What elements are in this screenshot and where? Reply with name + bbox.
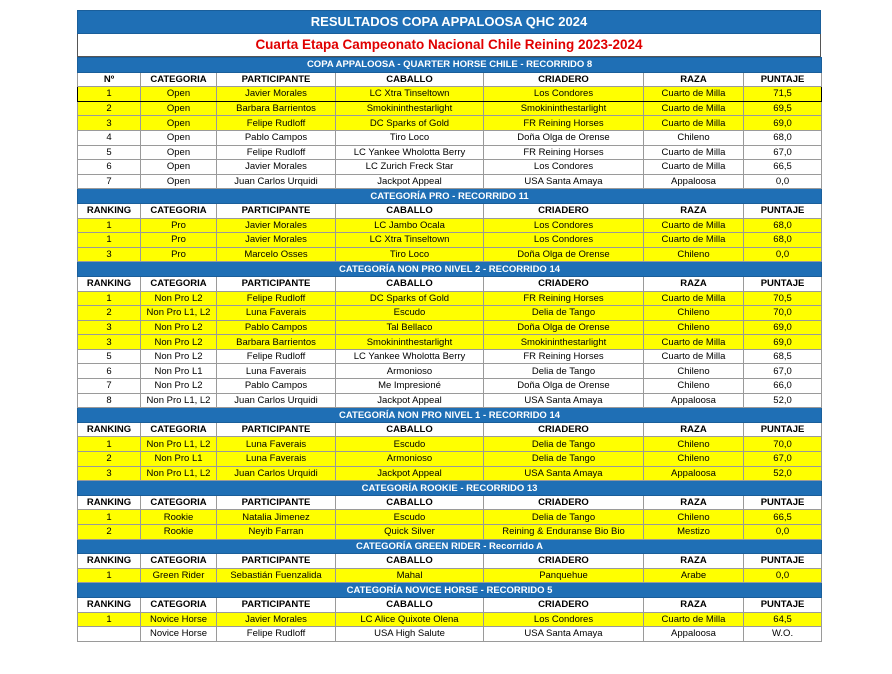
cell-caballo: Escudo — [336, 306, 484, 321]
table-row — [78, 145, 822, 160]
cell-puntaje: 67,0 — [744, 452, 822, 467]
cell-puntaje: 67,0 — [744, 364, 822, 379]
cell-puntaje: 0,0 — [744, 247, 822, 262]
column-header-participante: PARTICIPANTE — [217, 554, 336, 569]
cell-criadero: Delia de Tango — [484, 437, 644, 452]
cell-ranking: 3 — [78, 320, 141, 335]
column-header-puntaje: PUNTAJE — [744, 276, 822, 291]
cell-puntaje: 66,5 — [744, 510, 822, 525]
cell-raza: Chileno — [644, 306, 744, 321]
cell-raza: Cuarto de Milla — [644, 101, 744, 116]
column-header-raza: RAZA — [644, 72, 744, 87]
cell-participante: Felipe Rudloff — [217, 145, 336, 160]
section-title: CATEGORÍA PRO - RECORRIDO 11 — [78, 189, 822, 204]
cell-ranking: 6 — [78, 364, 141, 379]
table-row — [78, 116, 822, 131]
cell-puntaje: 70,0 — [744, 306, 822, 321]
cell-ranking: 1 — [78, 437, 141, 452]
cell-categoria: Open — [141, 145, 217, 160]
cell-raza: Chileno — [644, 437, 744, 452]
column-header-ranking: RANKING — [78, 554, 141, 569]
cell-raza: Chileno — [644, 510, 744, 525]
cell-caballo: LC Jambo Ocala — [336, 218, 484, 233]
cell-participante: Javier Morales — [217, 612, 336, 627]
cell-caballo: LC Yankee Wholotta Berry — [336, 145, 484, 160]
cell-categoria: Non Pro L1 — [141, 364, 217, 379]
cell-categoria: Novice Horse — [141, 612, 217, 627]
cell-raza: Cuarto de Milla — [644, 87, 744, 102]
section-title: CATEGORÍA ROOKIE - RECORRIDO 13 — [78, 481, 822, 496]
cell-criadero: Delia de Tango — [484, 510, 644, 525]
cell-participante: Marcelo Osses — [217, 247, 336, 262]
table-row — [78, 612, 822, 627]
table-row — [78, 160, 822, 175]
cell-categoria: Rookie — [141, 510, 217, 525]
cell-categoria: Non Pro L2 — [141, 349, 217, 364]
cell-ranking: 6 — [78, 160, 141, 175]
cell-criadero: Doña Olga de Orense — [484, 379, 644, 394]
cell-raza: Cuarto de Milla — [644, 233, 744, 248]
column-header-criadero: CRIADERO — [484, 203, 644, 218]
cell-puntaje: 69,0 — [744, 335, 822, 350]
cell-puntaje: 69,0 — [744, 320, 822, 335]
column-header-caballo: CABALLO — [336, 597, 484, 612]
cell-categoria: Non Pro L2 — [141, 320, 217, 335]
cell-caballo: DC Sparks of Gold — [336, 116, 484, 131]
cell-categoria: Open — [141, 116, 217, 131]
cell-participante: Sebastián Fuenzalida — [217, 568, 336, 583]
cell-caballo: Me Impresioné — [336, 379, 484, 394]
results-table — [77, 57, 822, 642]
cell-caballo: Armonioso — [336, 452, 484, 467]
cell-ranking: 3 — [78, 335, 141, 350]
table-row — [78, 627, 822, 642]
cell-participante: Javier Morales — [217, 218, 336, 233]
cell-caballo: Escudo — [336, 510, 484, 525]
section-title-row — [78, 481, 822, 496]
cell-puntaje: 68,5 — [744, 349, 822, 364]
cell-raza: Arabe — [644, 568, 744, 583]
section-title-row — [78, 539, 822, 554]
column-header-caballo: CABALLO — [336, 495, 484, 510]
cell-categoria: Rookie — [141, 525, 217, 540]
cell-raza: Cuarto de Milla — [644, 145, 744, 160]
column-header-categoria: CATEGORIA — [141, 422, 217, 437]
column-header-raza: RAZA — [644, 554, 744, 569]
cell-criadero: Delia de Tango — [484, 306, 644, 321]
table-row — [78, 349, 822, 364]
cell-participante: Pablo Campos — [217, 130, 336, 145]
table-row — [78, 364, 822, 379]
table-row — [78, 437, 822, 452]
cell-participante: Juan Carlos Urquidi — [217, 393, 336, 408]
header-row — [78, 72, 822, 87]
cell-caballo: LC Xtra Tinseltown — [336, 87, 484, 102]
cell-puntaje: 68,0 — [744, 233, 822, 248]
column-header-raza: RAZA — [644, 422, 744, 437]
column-header-criadero: CRIADERO — [484, 276, 644, 291]
cell-categoria: Open — [141, 130, 217, 145]
table-row — [78, 130, 822, 145]
column-header-raza: RAZA — [644, 495, 744, 510]
table-row — [78, 101, 822, 116]
cell-ranking: 8 — [78, 393, 141, 408]
cell-criadero: Los Condores — [484, 160, 644, 175]
cell-participante: Felipe Rudloff — [217, 627, 336, 642]
column-header-participante: PARTICIPANTE — [217, 495, 336, 510]
cell-categoria: Non Pro L1, L2 — [141, 466, 217, 481]
cell-ranking: 7 — [78, 379, 141, 394]
cell-ranking: 1 — [78, 87, 141, 102]
cell-participante: Pablo Campos — [217, 320, 336, 335]
header-row — [78, 203, 822, 218]
cell-ranking: 4 — [78, 130, 141, 145]
cell-criadero: USA Santa Amaya — [484, 174, 644, 189]
column-header-ranking: RANKING — [78, 422, 141, 437]
cell-ranking: 2 — [78, 525, 141, 540]
table-row — [78, 379, 822, 394]
cell-criadero: Los Condores — [484, 612, 644, 627]
cell-caballo: Escudo — [336, 437, 484, 452]
column-header-ranking: RANKING — [78, 203, 141, 218]
cell-caballo: USA High Salute — [336, 627, 484, 642]
cell-puntaje: 52,0 — [744, 466, 822, 481]
header-row — [78, 554, 822, 569]
cell-raza: Chileno — [644, 379, 744, 394]
cell-caballo: LC Alice Quixote Olena — [336, 612, 484, 627]
column-header-puntaje: PUNTAJE — [744, 495, 822, 510]
section-title-row — [78, 58, 822, 73]
cell-categoria: Green Rider — [141, 568, 217, 583]
cell-ranking: 1 — [78, 218, 141, 233]
cell-categoria: Non Pro L1, L2 — [141, 393, 217, 408]
cell-puntaje: 66,5 — [744, 160, 822, 175]
column-header-caballo: CABALLO — [336, 422, 484, 437]
table-row — [78, 174, 822, 189]
cell-ranking — [78, 627, 141, 642]
page-title: RESULTADOS COPA APPALOOSA QHC 2024 — [77, 10, 821, 34]
cell-ranking: 2 — [78, 452, 141, 467]
cell-ranking: 3 — [78, 247, 141, 262]
header-row — [78, 597, 822, 612]
table-row — [78, 525, 822, 540]
cell-caballo: Armonioso — [336, 364, 484, 379]
cell-raza: Chileno — [644, 364, 744, 379]
cell-categoria: Open — [141, 174, 217, 189]
column-header-caballo: CABALLO — [336, 72, 484, 87]
cell-raza: Cuarto de Milla — [644, 349, 744, 364]
column-header-criadero: CRIADERO — [484, 422, 644, 437]
cell-caballo: Tiro Loco — [336, 247, 484, 262]
column-header-criadero: CRIADERO — [484, 72, 644, 87]
column-header-raza: RAZA — [644, 203, 744, 218]
cell-participante: Luna Faverais — [217, 437, 336, 452]
cell-raza: Cuarto de Milla — [644, 218, 744, 233]
column-header-participante: PARTICIPANTE — [217, 72, 336, 87]
cell-ranking: 5 — [78, 349, 141, 364]
cell-participante: Javier Morales — [217, 160, 336, 175]
cell-ranking: 1 — [78, 510, 141, 525]
column-header-puntaje: PUNTAJE — [744, 422, 822, 437]
column-header-categoria: CATEGORIA — [141, 554, 217, 569]
cell-participante: Natalia Jimenez — [217, 510, 336, 525]
table-row — [78, 218, 822, 233]
cell-participante: Pablo Campos — [217, 379, 336, 394]
column-header-puntaje: PUNTAJE — [744, 203, 822, 218]
cell-puntaje: 69,0 — [744, 116, 822, 131]
cell-puntaje: 0,0 — [744, 568, 822, 583]
cell-criadero: FR Reining Horses — [484, 349, 644, 364]
cell-caballo: Quick Silver — [336, 525, 484, 540]
cell-criadero: FR Reining Horses — [484, 116, 644, 131]
cell-criadero: Doña Olga de Orense — [484, 320, 644, 335]
table-row — [78, 452, 822, 467]
cell-criadero: Los Condores — [484, 218, 644, 233]
cell-raza: Cuarto de Milla — [644, 160, 744, 175]
cell-participante: Barbara Barrientos — [217, 101, 336, 116]
cell-caballo: Tiro Loco — [336, 130, 484, 145]
cell-criadero: Los Condores — [484, 233, 644, 248]
cell-categoria: Pro — [141, 247, 217, 262]
column-header-puntaje: PUNTAJE — [744, 554, 822, 569]
cell-raza: Appaloosa — [644, 466, 744, 481]
cell-ranking: 1 — [78, 291, 141, 306]
column-header-puntaje: PUNTAJE — [744, 72, 822, 87]
cell-puntaje: 0,0 — [744, 174, 822, 189]
cell-ranking: 1 — [78, 612, 141, 627]
section-title-row — [78, 189, 822, 204]
table-row — [78, 466, 822, 481]
column-header-categoria: CATEGORIA — [141, 597, 217, 612]
cell-raza: Cuarto de Milla — [644, 116, 744, 131]
cell-raza: Chileno — [644, 320, 744, 335]
table-row — [78, 393, 822, 408]
cell-categoria: Non Pro L1, L2 — [141, 306, 217, 321]
table-row — [78, 320, 822, 335]
column-header-raza: RAZA — [644, 597, 744, 612]
cell-categoria: Non Pro L2 — [141, 379, 217, 394]
column-header-caballo: CABALLO — [336, 554, 484, 569]
cell-caballo: Smokininthestarlight — [336, 335, 484, 350]
cell-puntaje: 64,5 — [744, 612, 822, 627]
cell-categoria: Pro — [141, 218, 217, 233]
cell-criadero: USA Santa Amaya — [484, 393, 644, 408]
cell-categoria: Non Pro L1, L2 — [141, 437, 217, 452]
section-title-row — [78, 583, 822, 598]
cell-puntaje: 70,0 — [744, 437, 822, 452]
cell-criadero: Los Condores — [484, 87, 644, 102]
cell-puntaje: 67,0 — [744, 145, 822, 160]
column-header-criadero: CRIADERO — [484, 554, 644, 569]
cell-raza: Mestizo — [644, 525, 744, 540]
column-header-criadero: CRIADERO — [484, 597, 644, 612]
column-header-criadero: CRIADERO — [484, 495, 644, 510]
cell-caballo: DC Sparks of Gold — [336, 291, 484, 306]
cell-criadero: FR Reining Horses — [484, 145, 644, 160]
page-subtitle: Cuarta Etapa Campeonato Nacional Chile Reining 2023-2024 — [77, 34, 821, 57]
cell-raza: Appaloosa — [644, 393, 744, 408]
cell-participante: Luna Faverais — [217, 364, 336, 379]
column-header-ranking: RANKING — [78, 495, 141, 510]
section-title: CATEGORÍA NON PRO NIVEL 2 - RECORRIDO 14 — [78, 262, 822, 277]
cell-raza: Chileno — [644, 452, 744, 467]
cell-criadero: Reining & Enduranse Bio Bio — [484, 525, 644, 540]
column-header-participante: PARTICIPANTE — [217, 597, 336, 612]
cell-raza: Appaloosa — [644, 627, 744, 642]
cell-participante: Luna Faverais — [217, 452, 336, 467]
cell-ranking: 3 — [78, 466, 141, 481]
column-header-categoria: CATEGORIA — [141, 276, 217, 291]
cell-participante: Juan Carlos Urquidi — [217, 174, 336, 189]
results-sheet — [77, 10, 821, 642]
header-row — [78, 495, 822, 510]
cell-puntaje: 0,0 — [744, 525, 822, 540]
table-row — [78, 291, 822, 306]
column-header-ranking: RANKING — [78, 597, 141, 612]
cell-participante: Luna Faverais — [217, 306, 336, 321]
column-header-participante: PARTICIPANTE — [217, 422, 336, 437]
cell-criadero: USA Santa Amaya — [484, 627, 644, 642]
cell-puntaje: 52,0 — [744, 393, 822, 408]
cell-raza: Cuarto de Milla — [644, 291, 744, 306]
table-row — [78, 233, 822, 248]
cell-caballo: Jackpot Appeal — [336, 174, 484, 189]
column-header-ranking: Nº — [78, 72, 141, 87]
column-header-ranking: RANKING — [78, 276, 141, 291]
cell-criadero: Delia de Tango — [484, 364, 644, 379]
cell-criadero: FR Reining Horses — [484, 291, 644, 306]
cell-participante: Felipe Rudloff — [217, 291, 336, 306]
cell-participante: Juan Carlos Urquidi — [217, 466, 336, 481]
table-row — [78, 306, 822, 321]
cell-puntaje: 66,0 — [744, 379, 822, 394]
column-header-puntaje: PUNTAJE — [744, 597, 822, 612]
results-body — [78, 58, 822, 642]
cell-criadero: USA Santa Amaya — [484, 466, 644, 481]
cell-criadero: Delia de Tango — [484, 452, 644, 467]
cell-raza: Cuarto de Milla — [644, 335, 744, 350]
cell-caballo: Jackpot Appeal — [336, 393, 484, 408]
column-header-participante: PARTICIPANTE — [217, 276, 336, 291]
cell-categoria: Non Pro L1 — [141, 452, 217, 467]
table-row — [78, 247, 822, 262]
cell-puntaje: 69,5 — [744, 101, 822, 116]
cell-puntaje: W.O. — [744, 627, 822, 642]
cell-puntaje: 70,5 — [744, 291, 822, 306]
section-title-row — [78, 408, 822, 423]
cell-participante: Javier Morales — [217, 87, 336, 102]
column-header-categoria: CATEGORIA — [141, 495, 217, 510]
section-title-row — [78, 262, 822, 277]
column-header-caballo: CABALLO — [336, 203, 484, 218]
cell-ranking: 2 — [78, 101, 141, 116]
cell-puntaje: 68,0 — [744, 130, 822, 145]
section-title: CATEGORÍA NOVICE HORSE - RECORRIDO 5 — [78, 583, 822, 598]
column-header-categoria: CATEGORIA — [141, 72, 217, 87]
cell-raza: Chileno — [644, 130, 744, 145]
cell-raza: Chileno — [644, 247, 744, 262]
column-header-participante: PARTICIPANTE — [217, 203, 336, 218]
section-title: COPA APPALOOSA - QUARTER HORSE CHILE - RECORRIDO 8 — [78, 58, 822, 73]
cell-ranking: 3 — [78, 116, 141, 131]
column-header-categoria: CATEGORIA — [141, 203, 217, 218]
cell-caballo: Mahal — [336, 568, 484, 583]
cell-categoria: Novice Horse — [141, 627, 217, 642]
cell-caballo: LC Yankee Wholotta Berry — [336, 349, 484, 364]
cell-participante: Felipe Rudloff — [217, 349, 336, 364]
header-row — [78, 276, 822, 291]
cell-categoria: Open — [141, 87, 217, 102]
section-title: CATEGORÍA GREEN RIDER - Recorrido A — [78, 539, 822, 554]
cell-puntaje: 68,0 — [744, 218, 822, 233]
table-row — [78, 568, 822, 583]
cell-criadero: Smokininthestarlight — [484, 335, 644, 350]
cell-categoria: Non Pro L2 — [141, 335, 217, 350]
cell-caballo: Smokininthestarlight — [336, 101, 484, 116]
cell-ranking: 1 — [78, 233, 141, 248]
cell-participante: Javier Morales — [217, 233, 336, 248]
cell-criadero: Doña Olga de Orense — [484, 130, 644, 145]
cell-caballo: Jackpot Appeal — [336, 466, 484, 481]
cell-ranking: 7 — [78, 174, 141, 189]
header-row — [78, 422, 822, 437]
cell-participante: Neyib Farran — [217, 525, 336, 540]
cell-ranking: 2 — [78, 306, 141, 321]
table-row — [78, 87, 822, 102]
table-row — [78, 510, 822, 525]
cell-categoria: Non Pro L2 — [141, 291, 217, 306]
cell-criadero: Smokininthestarlight — [484, 101, 644, 116]
column-header-caballo: CABALLO — [336, 276, 484, 291]
cell-categoria: Open — [141, 160, 217, 175]
cell-ranking: 1 — [78, 568, 141, 583]
section-title: CATEGORÍA NON PRO NIVEL 1 - RECORRIDO 14 — [78, 408, 822, 423]
cell-raza: Cuarto de Milla — [644, 612, 744, 627]
cell-criadero: Panquehue — [484, 568, 644, 583]
cell-caballo: LC Zurich Freck Star — [336, 160, 484, 175]
cell-puntaje: 71,5 — [744, 87, 822, 102]
cell-criadero: Doña Olga de Orense — [484, 247, 644, 262]
cell-categoria: Pro — [141, 233, 217, 248]
column-header-raza: RAZA — [644, 276, 744, 291]
cell-participante: Felipe Rudloff — [217, 116, 336, 131]
cell-participante: Barbara Barrientos — [217, 335, 336, 350]
cell-caballo: Tal Bellaco — [336, 320, 484, 335]
cell-caballo: LC Xtra Tinseltown — [336, 233, 484, 248]
cell-raza: Appaloosa — [644, 174, 744, 189]
table-row — [78, 335, 822, 350]
cell-categoria: Open — [141, 101, 217, 116]
cell-ranking: 5 — [78, 145, 141, 160]
